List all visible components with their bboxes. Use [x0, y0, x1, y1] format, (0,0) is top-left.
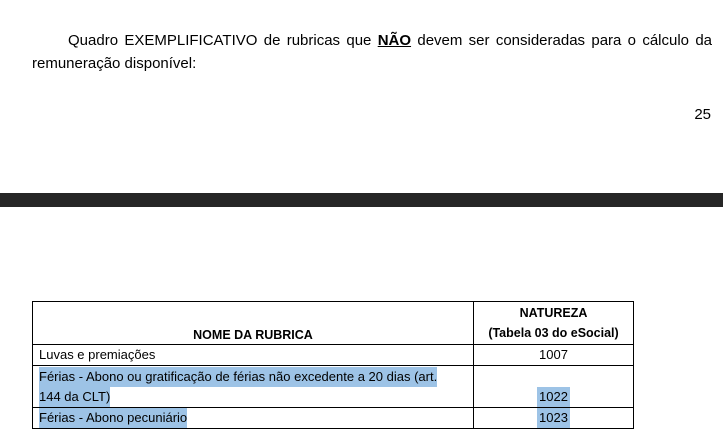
rubrics-table-container [32, 301, 634, 429]
table-row[interactable] [33, 408, 634, 429]
rubric-name-cell[interactable] [33, 366, 474, 408]
header-nature [474, 302, 634, 345]
rubric-code-cell[interactable] [474, 408, 634, 429]
rubric-name-line1: Férias - Abono ou gratificação de férias não excedente a 20 dias (art. [39, 367, 437, 387]
table-row[interactable] [33, 366, 634, 408]
rubric-code: 1007 [539, 347, 568, 362]
page-number: 25 [694, 106, 711, 123]
intro-emphasis: NÃO [377, 32, 412, 49]
intro-text-before: Quadro EXEMPLIFICATIVO de rubricas que [68, 32, 378, 49]
rubric-name: Luvas e premiações [39, 347, 156, 362]
header-nature-line1: NATUREZA [519, 306, 588, 320]
rubrics-table [32, 301, 634, 429]
table-header-row [33, 302, 634, 345]
header-nature-line2: (Tabela 03 do eSocial) [488, 326, 619, 340]
rubric-name: Férias - Abono pecuniário [39, 408, 187, 428]
intro-text-after: devem ser consideradas para o cálculo da remuneração disponível: [32, 32, 712, 72]
rubric-name-cell[interactable] [33, 345, 474, 366]
rubric-code: 1022 [537, 387, 570, 407]
rubric-code-cell[interactable] [474, 366, 634, 408]
rubric-name-line2: 144 da CLT) [39, 387, 110, 407]
page-separator [0, 193, 723, 207]
rubric-name-cell[interactable] [33, 408, 474, 429]
rubric-code-cell[interactable] [474, 345, 634, 366]
intro-paragraph [32, 29, 712, 75]
header-rubric-name: NOME DA RUBRICA [33, 302, 474, 345]
table-row[interactable] [33, 345, 634, 366]
rubric-code: 1023 [537, 408, 570, 428]
document-page-top [0, 0, 723, 193]
